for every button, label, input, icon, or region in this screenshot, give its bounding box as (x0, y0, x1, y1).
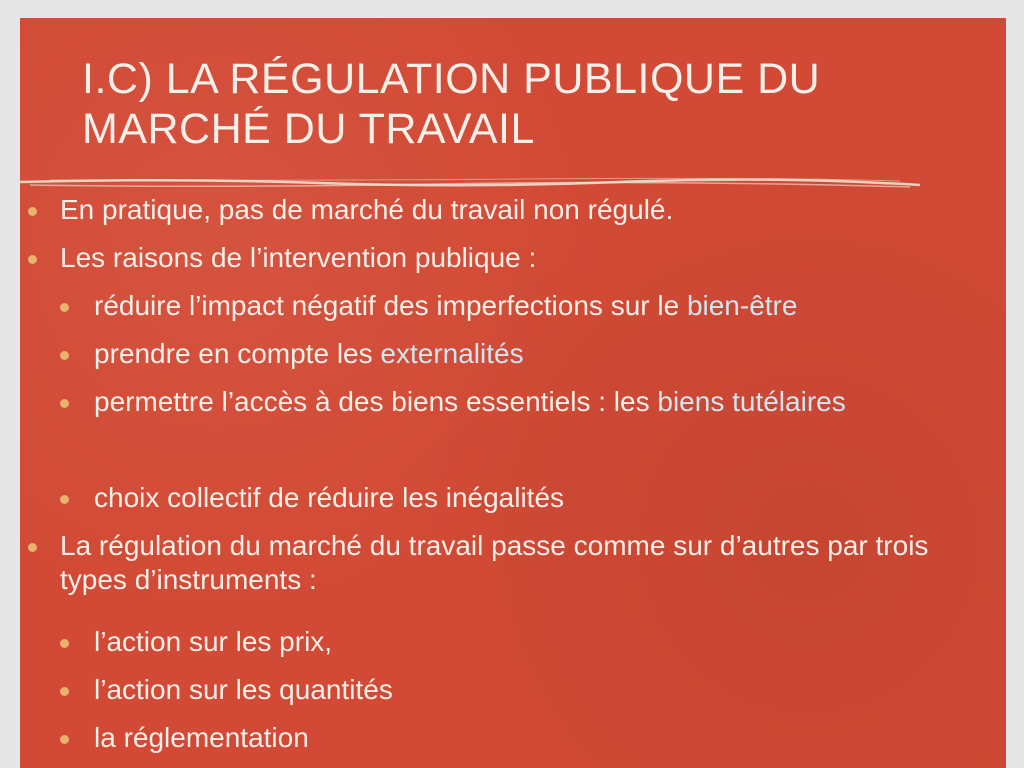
sub-bullet-item-3-2 (94, 673, 974, 707)
bullet-text: En pratique, pas de marché du travail non régulé. (60, 194, 674, 225)
bullet-text: choix collectif de réduire les inégalités (94, 482, 565, 513)
bullet-text: l’action sur les prix, (94, 626, 333, 657)
bullet-item-3 (60, 529, 990, 597)
bullet-text: La régulation du marché du travail passe comme sur d’autres par trois types d’instruments : (60, 530, 929, 595)
bullet-dot-icon (60, 639, 69, 648)
sub-bullet-item-2-4 (94, 481, 974, 515)
bullet-dot-icon (60, 399, 69, 408)
slide-title (82, 54, 962, 154)
sub-bullet-item-3-1 (94, 625, 974, 659)
link-biens-tutelaires[interactable]: biens tutélaires (657, 386, 846, 417)
sub-bullet-item-3-3 (94, 721, 974, 755)
bullet-dot-icon (28, 207, 37, 216)
link-bien-etre[interactable]: bien-être (686, 290, 798, 321)
title-line-2: MARCHÉ DU TRAVAIL (82, 105, 535, 153)
bullet-item-1 (60, 193, 990, 227)
bullet-dot-icon (60, 687, 69, 696)
sub-bullet-item-2-3 (94, 385, 974, 419)
bullet-text: Les raisons de l’intervention publique : (60, 242, 537, 273)
link-externalites[interactable]: externalités (380, 338, 524, 369)
title-divider (20, 175, 920, 193)
bullet-text: l’action sur les quantités (94, 674, 393, 705)
bullet-text: prendre en compte les (94, 338, 381, 369)
bullet-dot-icon (60, 303, 69, 312)
bullet-dot-icon (60, 495, 69, 504)
bullet-dot-icon (28, 255, 37, 264)
bullet-item-2 (60, 241, 990, 275)
bullet-text: la réglementation (94, 722, 309, 753)
bullet-dot-icon (28, 543, 37, 552)
title-line-1: I.C) LA RÉGULATION PUBLIQUE DU (82, 55, 821, 103)
bullet-text: réduire l’impact négatif des imperfections sur le (94, 290, 687, 321)
bullet-dot-icon (60, 735, 69, 744)
bullet-text: permettre l’accès à des biens essentiels : les (94, 386, 658, 417)
sub-bullet-item-2-1 (94, 289, 974, 323)
sub-bullet-item-2-2 (94, 337, 974, 371)
bullet-dot-icon (60, 351, 69, 360)
slide (20, 18, 1006, 768)
